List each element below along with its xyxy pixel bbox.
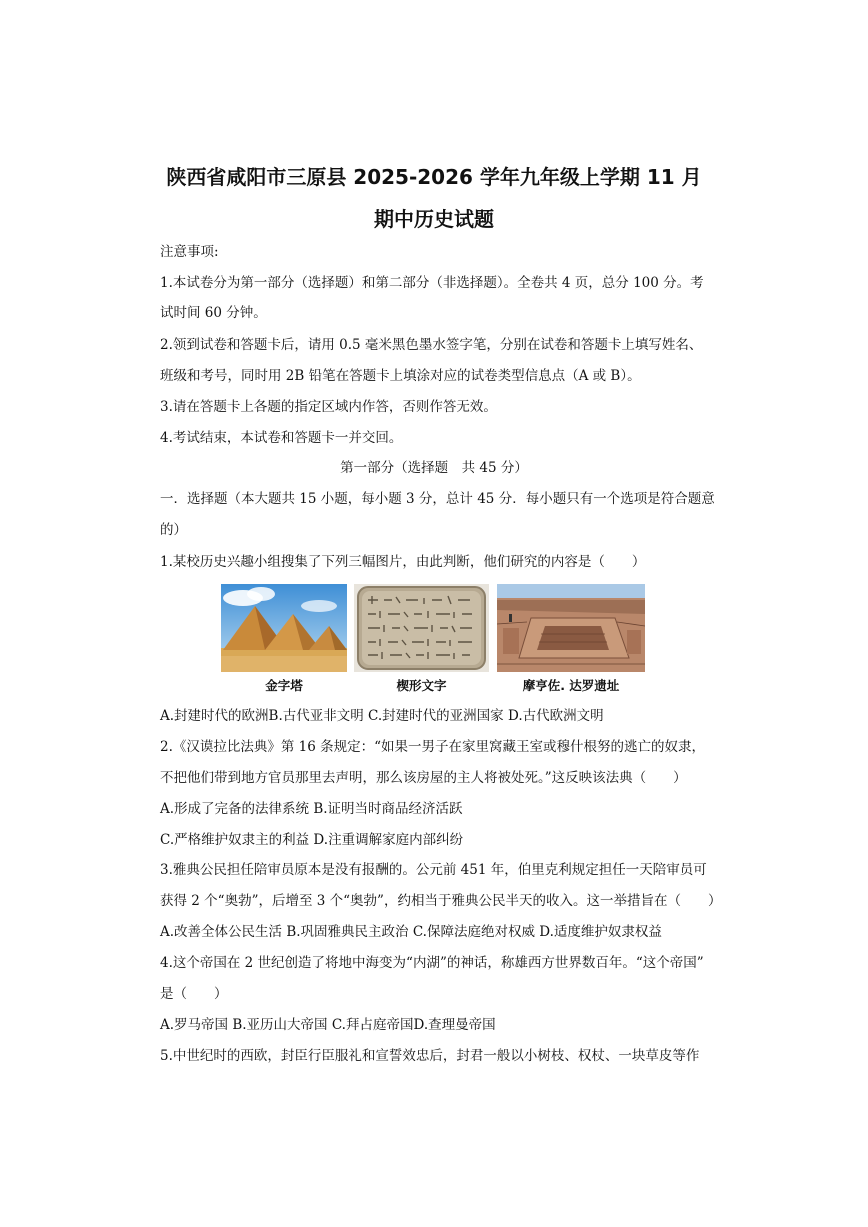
notice-line: 1.本试卷分为第一部分（选择题）和第二部分（非选择题）。全卷共 4 页，总分 100 分。考 (160, 275, 704, 291)
question-5-stem: 5.中世纪时的西欧，封臣行臣服礼和宣誓效忠后，封君一般以小树枝、权杖、一块草皮等作 (160, 1048, 700, 1064)
pyramids-image (221, 584, 347, 672)
notice-line: 2.领到试卷和答题卡后，请用 0.5 毫米黑色墨水签字笔，分别在试卷和答题卡上填写姓名、 (160, 337, 703, 353)
question-4-stem: 4.这个帝国在 2 世纪创造了将地中海变为“内湖”的神话，称雄西方世界数百年。“这个帝国” (160, 955, 704, 971)
question-4-options: A.罗马帝国 B.亚历山大帝国 C.拜占庭帝国D.查理曼帝国 (160, 1017, 496, 1033)
exam-subtitle: 期中历史试题 (374, 207, 494, 231)
part1-heading: 第一部分（选择题 共 45 分） (340, 460, 528, 476)
question-2-stem: 2.《汉谟拉比法典》第 16 条规定：“如果一男子在家里窝藏王室或穆什根努的逃亡的奴隶， (160, 739, 706, 755)
question-2-options: C.严格维护奴隶主的利益 D.注重调解家庭内部纠纷 (160, 832, 464, 848)
question-4-stem: 是（ ） (160, 986, 228, 1002)
cuneiform-tablet-image (354, 584, 489, 672)
notice-line: 试时间 60 分钟。 (160, 305, 267, 321)
question-1-options: A.封建时代的欧洲B.古代亚非文明 C.封建时代的亚洲国家 D.古代欧洲文明 (160, 708, 604, 724)
section-intro: 的） (160, 522, 187, 538)
notice-line: 3.请在答题卡上各题的指定区域内作答，否则作答无效。 (160, 399, 497, 415)
question-3-stem: 获得 2 个“奥勃”，后增至 3 个“奥勃”，约相当于雅典公民半天的收入。这一举措旨在（ ） (160, 893, 722, 909)
question-1-stem: 1.某校历史兴趣小组搜集了下列三幅图片，由此判断，他们研究的内容是（ ） (160, 554, 646, 570)
caption-mohenjo-daro: 摩亨佐. 达罗遗址 (522, 678, 620, 693)
mohenjo-daro-image (497, 584, 645, 672)
notice-line: 4.考试结束，本试卷和答题卡一并交回。 (160, 430, 403, 446)
exam-title: 陕西省咸阳市三原县 2025-2026 学年九年级上学期 11 月 (166, 165, 702, 189)
notice-heading: 注意事项: (160, 244, 219, 260)
section-intro: 一．选择题（本大题共 15 小题，每小题 3 分，总计 45 分．每小题只有一个选项是符合题意 (160, 491, 715, 507)
question-2-options: A.形成了完备的法律系统 B.证明当时商品经济活跃 (160, 801, 463, 817)
question-3-options: A.改善全体公民生活 B.巩固雅典民主政治 C.保障法庭绝对权威 D.适度维护奴隶权益 (160, 924, 662, 940)
notice-line: 班级和考号，同时用 2B 铅笔在答题卡上填涂对应的试卷类型信息点（A 或 B）。 (160, 368, 641, 384)
caption-pyramids: 金字塔 (265, 678, 303, 693)
caption-cuneiform: 楔形文字 (396, 678, 447, 693)
question-3-stem: 3.雅典公民担任陪审员原本是没有报酬的。公元前 451 年，伯里克利规定担任一天陪审员可 (160, 862, 707, 878)
question-2-stem: 不把他们带到地方官员那里去声明，那么该房屋的主人将被处死。”这反映该法典（ ） (160, 770, 687, 786)
